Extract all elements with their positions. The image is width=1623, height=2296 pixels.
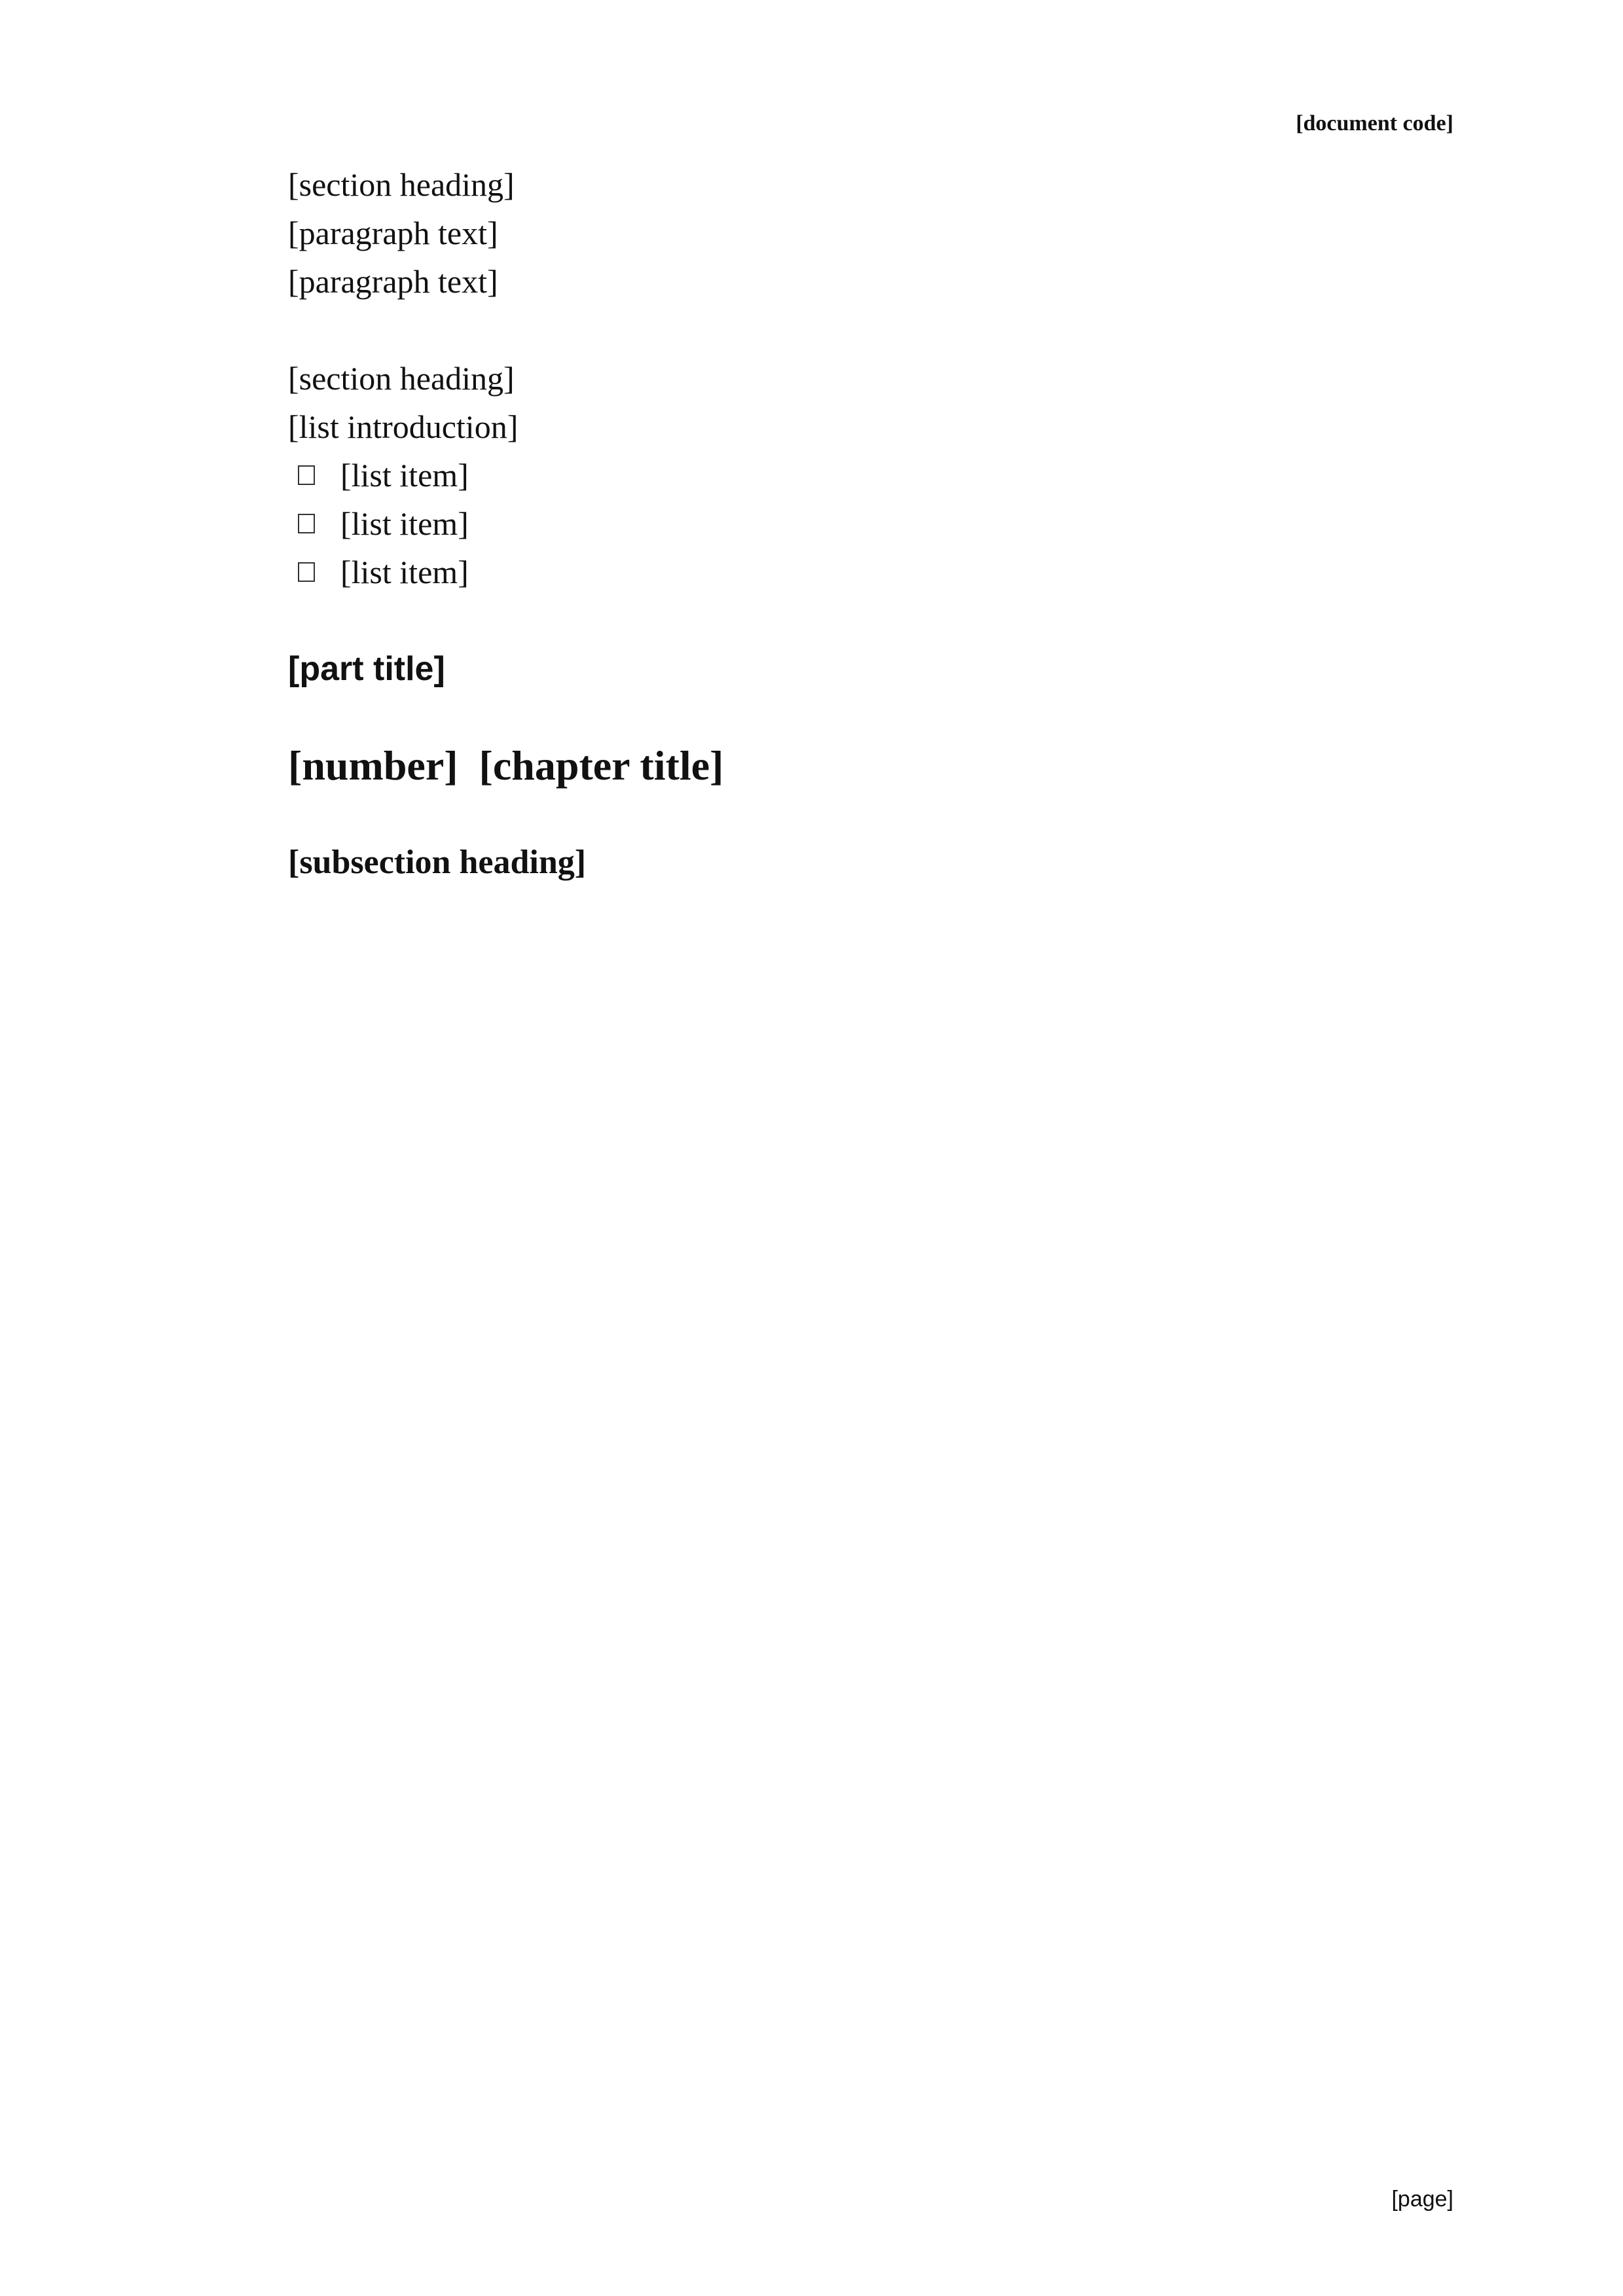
square-bullet-icon — [298, 562, 315, 582]
section-spacer — [193, 693, 1453, 742]
section-spacer — [193, 596, 1453, 645]
list-item-text: [list item] — [340, 554, 469, 590]
list-item — [340, 499, 1453, 548]
list-item-text: [list item] — [340, 457, 469, 493]
section-spacer — [193, 790, 1453, 838]
section-heading: [section heading] — [288, 360, 515, 397]
body-paragraph: [paragraph text] — [288, 263, 498, 300]
chapter-title — [193, 742, 1453, 790]
document-page — [193, 98, 1453, 2212]
bullet-list — [193, 451, 1453, 596]
list-intro: [list introduction] — [288, 408, 519, 445]
section-heading: [section heading] — [288, 166, 515, 203]
list-item — [340, 451, 1453, 499]
document-body — [193, 160, 1453, 887]
document-code-header: [document code] — [1296, 111, 1453, 135]
square-bullet-icon — [298, 465, 315, 485]
chapter-number: [number] — [288, 742, 458, 789]
part-title: [part title] — [288, 650, 445, 688]
list-item-text: [list item] — [340, 505, 469, 542]
chapter-title-bold: [chapter title] — [479, 742, 724, 789]
section-spacer — [193, 306, 1453, 354]
subsection-heading: [subsection heading] — [288, 844, 587, 881]
square-bullet-icon — [298, 514, 315, 533]
list-item — [340, 548, 1453, 596]
page-number: [page] — [1391, 2187, 1453, 2212]
body-paragraph: [paragraph text] — [288, 215, 498, 251]
